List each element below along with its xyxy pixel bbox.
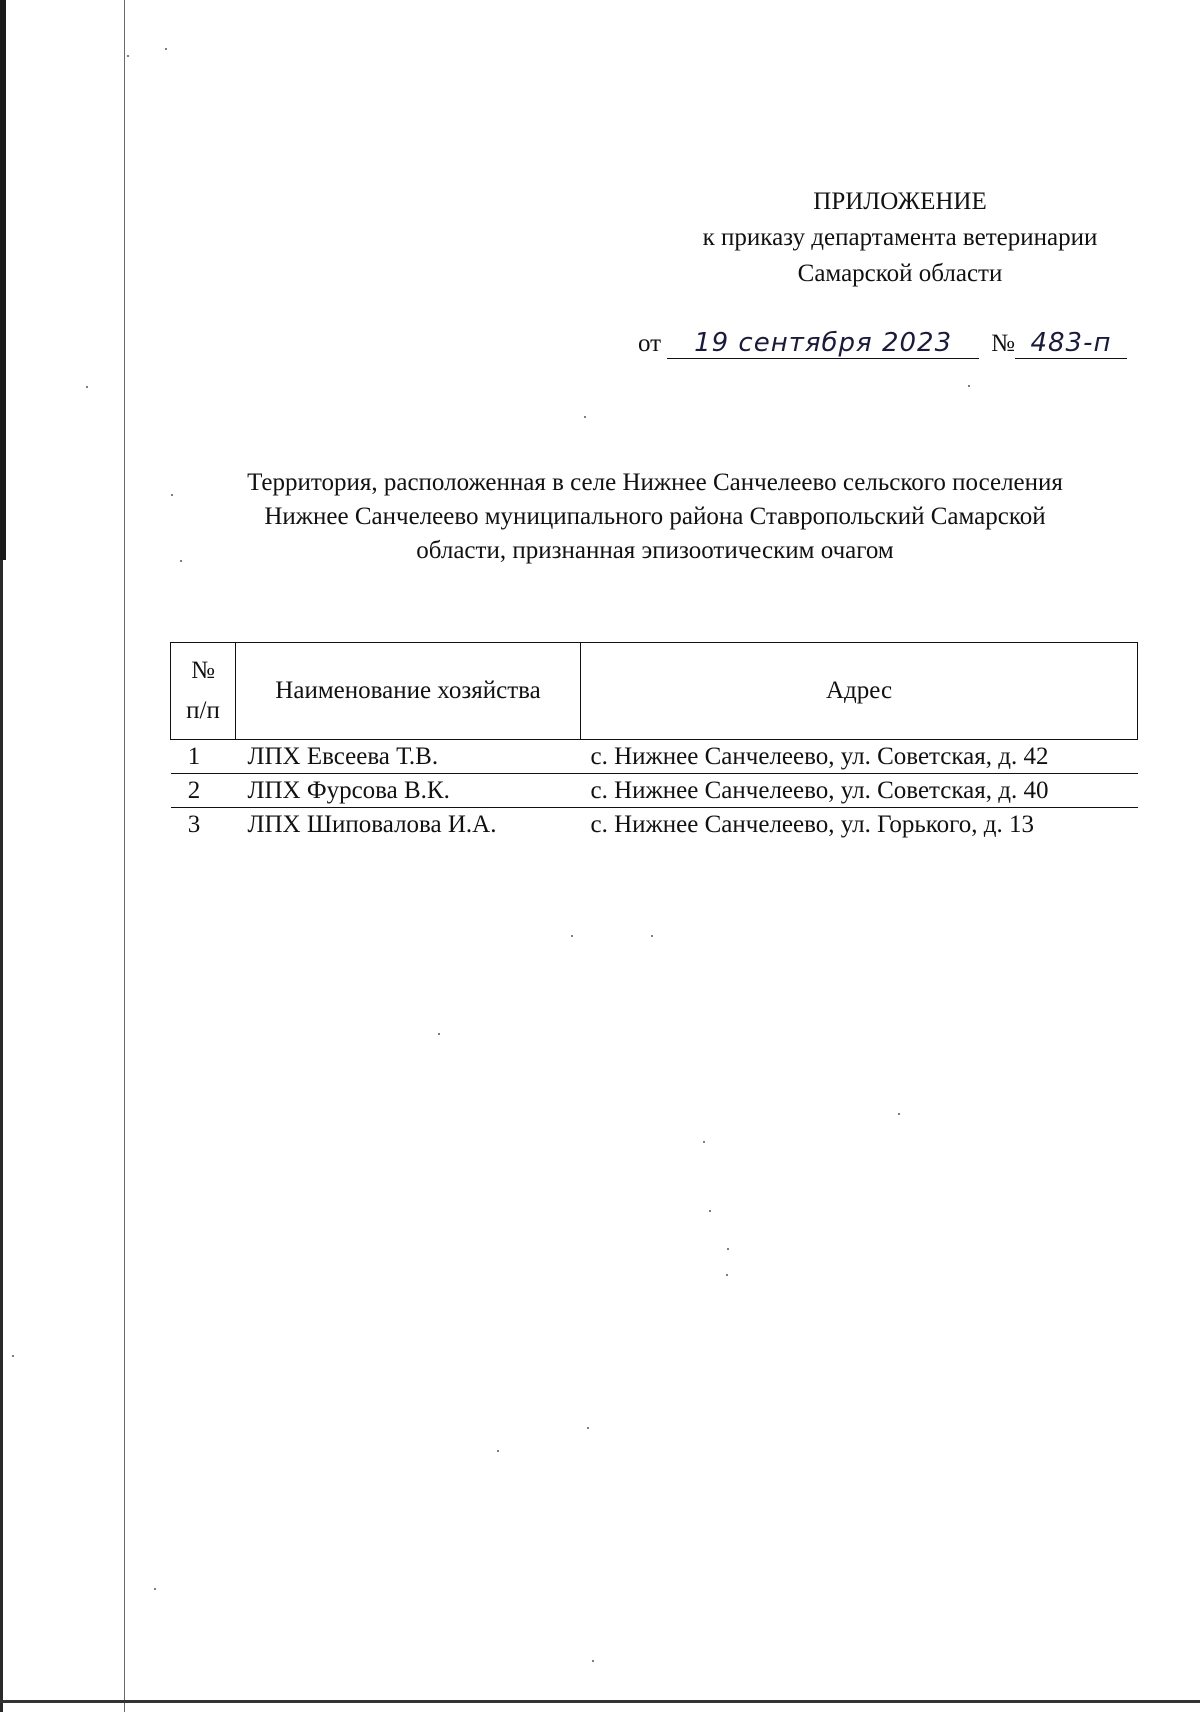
- scan-speck: [12, 1355, 14, 1357]
- scan-speck: [438, 1033, 440, 1035]
- title-line: Территория, расположенная в селе Нижнее Санчелеево сельского поселения: [247, 469, 1063, 496]
- document-title: [170, 466, 1140, 568]
- scan-edge: [0, 0, 6, 560]
- appendix-region: Самарской области: [797, 260, 1003, 287]
- scan-speck: [727, 1248, 729, 1250]
- row-address: с. Нижнее Санчелеево, ул. Советская, д. 42: [581, 740, 1138, 774]
- scan-speck: [709, 1210, 711, 1212]
- table-header-row: [171, 643, 1138, 740]
- header-number-sign: №: [191, 657, 215, 684]
- column-header-name: Наименование хозяйства: [236, 643, 581, 740]
- scan-speck: [571, 935, 573, 937]
- header-number-pp: п/п: [186, 697, 220, 724]
- appendix-header: [610, 184, 1190, 292]
- table-row: [171, 774, 1138, 808]
- scan-speck: [703, 1141, 705, 1143]
- scan-speck: [165, 48, 167, 50]
- scan-speck: [497, 1450, 499, 1452]
- title-line: области, признанная эпизоотическим очагом: [416, 537, 894, 564]
- appendix-reference: к приказу департамента ветеринарии: [702, 224, 1098, 251]
- scan-speck: [584, 416, 586, 418]
- scan-speck: [587, 1427, 589, 1429]
- column-header-address: Адрес: [581, 643, 1138, 740]
- farms-table: [170, 642, 1138, 841]
- row-number: 1: [171, 740, 236, 774]
- scan-speck: [154, 1588, 156, 1590]
- scan-fold-line: [124, 0, 125, 1712]
- scan-speck: [726, 1274, 728, 1276]
- order-number-label: №: [991, 330, 1015, 357]
- order-date-handwritten: 19 сентября 2023: [667, 328, 979, 359]
- scan-bottom-edge: [0, 1700, 1200, 1703]
- order-reference: [638, 326, 1198, 362]
- table-row: [171, 740, 1138, 774]
- appendix-heading: ПРИЛОЖЕНИЕ: [813, 188, 987, 215]
- order-number-handwritten: 483-п: [1015, 328, 1127, 359]
- row-farm-name: ЛПХ Евсеева Т.В.: [236, 740, 581, 774]
- row-number: 2: [171, 774, 236, 808]
- scan-speck: [592, 1660, 594, 1662]
- row-number: 3: [187, 811, 201, 838]
- scan-speck: [86, 386, 88, 388]
- row-address: с. Нижнее Санчелеево, ул. Горького, д. 13: [590, 811, 1035, 838]
- scan-speck: [968, 385, 970, 387]
- scan-edge: [0, 560, 3, 1712]
- scan-speck: [127, 55, 129, 57]
- title-line: Нижнее Санчелеево муниципального района Ставропольский Самарской: [264, 503, 1046, 530]
- order-from-label: от: [638, 330, 662, 357]
- column-header-number: [171, 643, 236, 740]
- row-farm-name: ЛПХ Фурсова В.К.: [236, 774, 581, 808]
- scan-speck: [898, 1113, 900, 1115]
- table-row: [171, 808, 1138, 842]
- row-farm-name: ЛПХ Шиповалова И.А.: [247, 811, 497, 838]
- scan-speck: [651, 935, 653, 937]
- row-address: с. Нижнее Санчелеево, ул. Советская, д. 40: [581, 774, 1138, 808]
